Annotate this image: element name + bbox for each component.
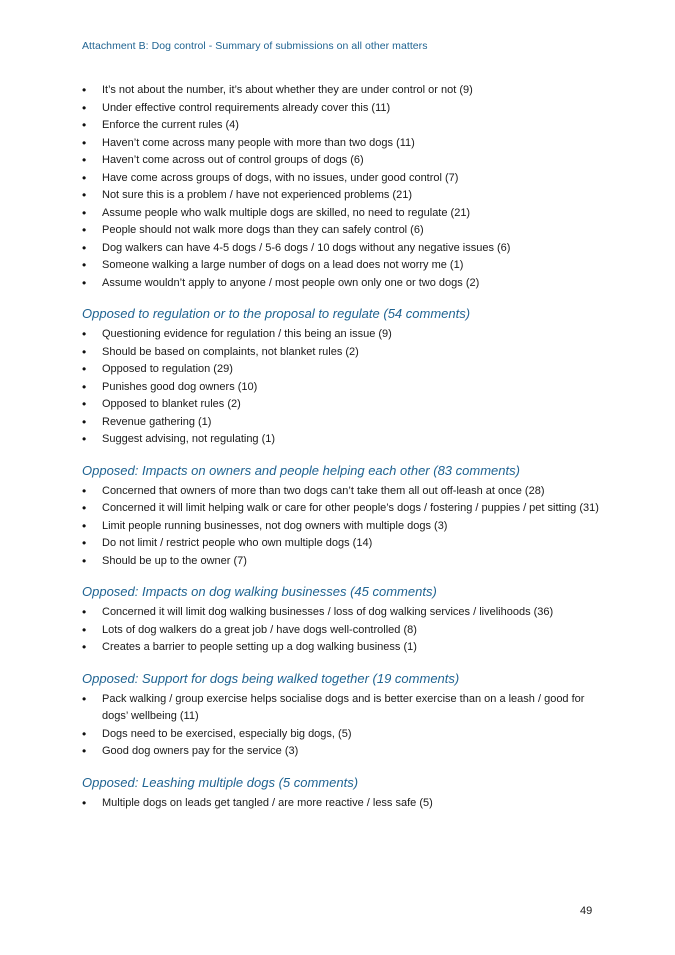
section-heading: Opposed: Support for dogs being walked together (19 comments): [82, 670, 460, 686]
section-list: [82, 326, 602, 449]
list-item: • Opposed to regulation (29): [82, 361, 602, 379]
list-item: • Not sure this is a problem / have not experienced problems (21): [82, 187, 602, 205]
list-item: • Enforce the current rules (4): [82, 117, 602, 135]
list-item: • Creates a barrier to people setting up a dog walking business (1): [82, 639, 602, 657]
list-item: • Concerned that owners of more than two dogs can’t take them all out off-leash at once (28): [82, 483, 602, 501]
list-item: • Good dog owners pay for the service (3): [82, 743, 602, 761]
list-item: • Punishes good dog owners (10): [82, 379, 602, 397]
page-header: Attachment B: Dog control - Summary of submissions on all other matters: [82, 40, 428, 52]
list-item: • Dogs need to be exercised, especially big dogs, (5): [82, 726, 602, 744]
list-item: • Assume wouldn’t apply to anyone / most people own only one or two dogs (2): [82, 275, 602, 293]
page-content: [82, 82, 602, 812]
list-item: • Someone walking a large number of dogs on a lead does not worry me (1): [82, 257, 602, 275]
list-item: • Do not limit / restrict people who own multiple dogs (14): [82, 535, 602, 553]
list-item: • Have come across groups of dogs, with no issues, under good control (7): [82, 170, 602, 188]
section-heading: Opposed: Leashing multiple dogs (5 comments): [82, 774, 359, 790]
list-item: • Multiple dogs on leads get tangled / are more reactive / less safe (5): [82, 795, 602, 813]
section-heading: Opposed: Impacts on owners and people helping each other (83 comments): [82, 462, 520, 478]
list-item: • People should not walk more dogs than they can safely control (6): [82, 222, 602, 240]
list-item: • Should be up to the owner (7): [82, 553, 602, 571]
list-item: • Under effective control requirements already cover this (11): [82, 100, 602, 118]
list-item: • Limit people running businesses, not dog owners with multiple dogs (3): [82, 518, 602, 536]
list-item: • Suggest advising, not regulating (1): [82, 431, 602, 449]
section-heading: Opposed: Impacts on dog walking businesses (45 comments): [82, 584, 437, 599]
list-item: • Questioning evidence for regulation / this being an issue (9): [82, 326, 602, 344]
section-list: [82, 604, 602, 657]
intro-list: [82, 82, 602, 292]
section-list: [82, 795, 602, 813]
list-item: • Lots of dog walkers do a great job / have dogs well-controlled (8): [82, 622, 602, 640]
list-item: • Opposed to blanket rules (2): [82, 396, 602, 414]
list-item: • Assume people who walk multiple dogs are skilled, no need to regulate (21): [82, 205, 602, 223]
list-item: • Revenue gathering (1): [82, 414, 602, 432]
list-item: • It’s not about the number, it’s about whether they are under control or not (9): [82, 82, 602, 100]
page-number: 49: [580, 905, 593, 917]
list-item: • Dog walkers can have 4-5 dogs / 5-6 dogs / 10 dogs without any negative issues (6): [82, 240, 602, 258]
list-item: • Haven’t come across many people with more than two dogs (11): [82, 135, 602, 153]
section-list: [82, 483, 602, 571]
list-item: • Haven’t come across out of control groups of dogs (6): [82, 152, 602, 170]
section-list: [82, 691, 602, 761]
list-item: • Concerned it will limit helping walk or care for other people’s dogs / fostering / puppies / pet sitting (31): [82, 500, 602, 518]
section-heading: Opposed to regulation or to the proposal to regulate (54 comments): [82, 306, 471, 321]
list-item: • Concerned it will limit dog walking businesses / loss of dog walking services / livelihoods (36): [82, 604, 602, 622]
list-item: • Pack walking / group exercise helps socialise dogs and is better exercise than on a leash / good for dogs’ wellbeing (11): [82, 691, 602, 726]
list-item: • Should be based on complaints, not blanket rules (2): [82, 344, 602, 362]
